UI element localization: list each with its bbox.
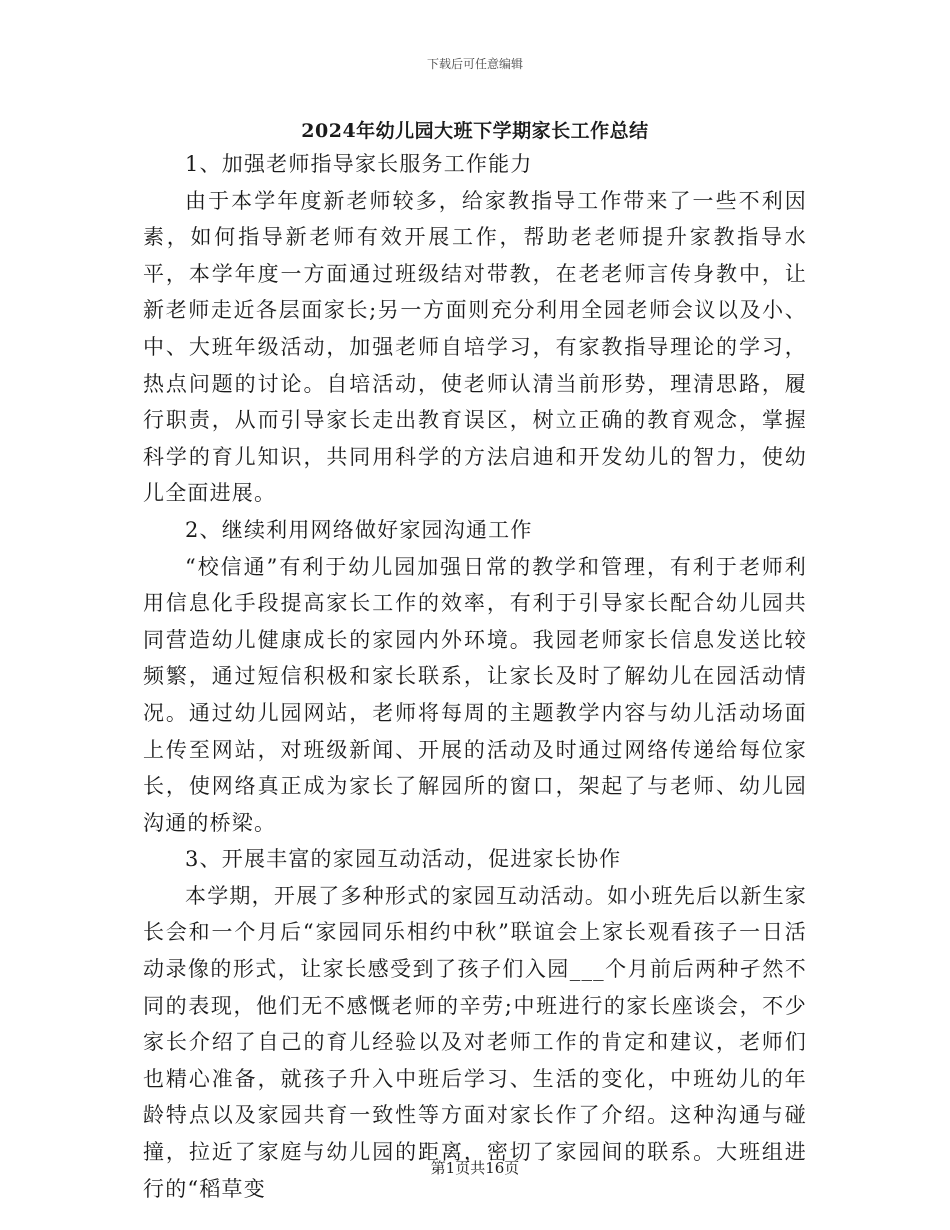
paragraph-1: 由于本学年度新老师较多，给家教指导工作带来了一些不利因素，如何指导新老师有效开展工作，帮助老老师提升家教指导水平，本学年度一方面通过班级结对带教，在老老师言传身教中，让新老师走近各层面家长;另一方面则充分利用全园老师会议以及小、中、大班年级活动，加强老师自培学习，有家教指导理论的学习，热点问题的讨论。自培活动，使老师认清当前形势，理清思路，履行职责，从而引导家长走出教育误区，树立正确的教育观念，掌握科学的育儿知识，共同用科学的方法启迪和开发幼儿的智力，使幼儿全面进展。 bbox=[143, 188, 807, 506]
page-number: 第1页共16页 bbox=[430, 1159, 520, 1177]
document-body bbox=[143, 146, 807, 1207]
document-title: 2024年幼儿园大班下学期家长工作总结 bbox=[301, 120, 649, 142]
section-heading-2: 2、继续利用网络做好家园沟通工作 bbox=[185, 517, 533, 542]
paragraph-2: “校信通”有利于幼儿园加强日常的教学和管理，有利于老师利用信息化手段提高家长工作的效率，有利于引导家长配合幼儿园共同营造幼儿健康成长的家园内外环境。我园老师家长信息发送比较频繁，通过短信积极和家长联系，让家长及时了解幼儿在园活动情况。通过幼儿园网站，老师将每周的主题教学内容与幼儿活动场面上传至网站，对班级新闻、开展的活动及时通过网络传递给每位家长，使网络真正成为家长了解园所的窗口，架起了与老师、幼儿园沟通的桥梁。 bbox=[143, 554, 807, 835]
header-note: 下载后可任意编辑 bbox=[426, 57, 523, 71]
paragraph-3: 本学期，开展了多种形式的家园互动活动。如小班先后以新生家长会和一个月后“家园同乐相约中秋”联谊会上家长观看孩子一日活动录像的形式，让家长感受到了孩子们入园___个月前后两种孑然不同的表现，他们无不感慨老师的辛劳;中班进行的家长座谈会，不少家长介绍了自己的育儿经验以及对老师工作的肯定和建议，老师们也精心准备，就孩子升入中班后学习、生活的变化，中班幼儿的年龄特点以及家园共育一致性等方面对家长作了介绍。这种沟通与碰撞，拉近了家庭与幼儿园的距离，密切了家园间的联系。大班组进行的“稻草变 bbox=[143, 883, 807, 1201]
section-heading-1: 1、加强老师指导家长服务工作能力 bbox=[185, 152, 533, 176]
section-heading-3: 3、开展丰富的家园互动活动，促进家长协作 bbox=[185, 847, 622, 872]
